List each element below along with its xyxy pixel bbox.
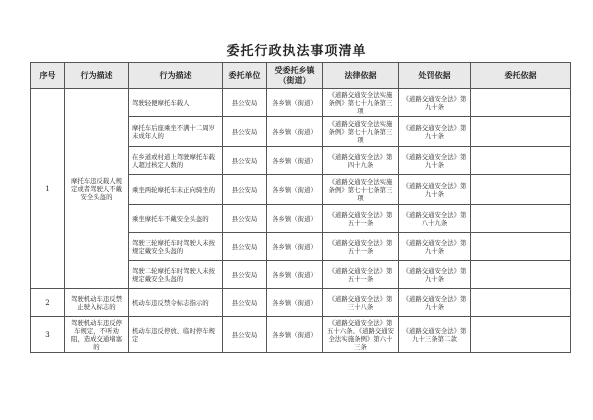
delegation-cell (471, 233, 571, 261)
header-unit: 委托单位 (223, 63, 267, 89)
legal-cell: 《道路交通安全法》第五十一条 (323, 233, 399, 261)
delegation-cell (471, 317, 571, 353)
unit-cell: 县公安局 (223, 317, 267, 353)
action-cell: 机动车违反停放、临时停车规定 (129, 317, 223, 353)
town-cell: 各乡镇（街道） (267, 205, 323, 233)
legal-cell: 《道路交通安全法实施条例》第七十九条第三项 (323, 89, 399, 117)
behavior-cell: 驾驶机动车违反停车规定，不听劝阻，造成交通堵塞的 (65, 317, 129, 353)
legal-cell: 《道路交通安全法》第五十六条、《道路交通安全法实施条例》第六十三条 (323, 317, 399, 353)
town-cell: 各乡镇（街道） (267, 261, 323, 289)
seq-cell: 2 (31, 289, 65, 317)
delegation-cell (471, 205, 571, 233)
legal-cell: 《道路交通安全法》第三十八条 (323, 289, 399, 317)
header-town: 受委托乡镇（街道） (267, 63, 323, 89)
unit-cell: 县公安局 (223, 175, 267, 205)
header-penalty: 处罚依据 (399, 63, 471, 89)
seq-cell: 1 (31, 89, 65, 289)
action-cell: 乘坐两轮摩托车未正向骑坐的 (129, 175, 223, 205)
action-cell: 乘坐摩托车不戴安全头盔的 (129, 205, 223, 233)
unit-cell: 县公安局 (223, 117, 267, 147)
action-cell: 在乡道或村道上驾驶摩托车载人超过核定人数的 (129, 147, 223, 175)
town-cell: 各乡镇（街道） (267, 233, 323, 261)
header-row (31, 63, 571, 89)
behavior-cell: 摩托车违反载人规定或者驾驶人不戴安全头盔的 (65, 89, 129, 289)
legal-cell: 《道路交通安全法实施条例》第七十九条第三项 (323, 117, 399, 147)
town-cell: 各乡镇（街道） (267, 289, 323, 317)
legal-cell: 《道路交通安全法实施条例》第七十七条第三项 (323, 175, 399, 205)
action-cell: 摩托车后座乘坐不满十二周岁未成年人的 (129, 117, 223, 147)
table-row (31, 289, 571, 317)
delegation-table (30, 62, 571, 353)
town-cell: 各乡镇（街道） (267, 89, 323, 117)
table-row (31, 89, 571, 117)
penalty-cell: 《道路交通安全法》第九十三条第二款 (399, 317, 471, 353)
legal-cell: 《道路交通安全法》第五十一条 (323, 261, 399, 289)
delegation-cell (471, 89, 571, 117)
town-cell: 各乡镇（街道） (267, 117, 323, 147)
penalty-cell: 《道路交通安全法》第九十条 (399, 89, 471, 117)
penalty-cell: 《道路交通安全法》第九十条 (399, 175, 471, 205)
unit-cell: 县公安局 (223, 289, 267, 317)
action-cell: 驾驶三轮摩托车时驾驶人未按规定戴安全头盔的 (129, 233, 223, 261)
penalty-cell: 《道路交通安全法》第八十九条 (399, 205, 471, 233)
penalty-cell: 《道路交通安全法》第九十条 (399, 233, 471, 261)
legal-cell: 《道路交通安全法》第五十一条 (323, 205, 399, 233)
delegation-cell (471, 289, 571, 317)
action-cell: 驾驶二轮摩托车时驾驶人未按规定戴安全头盔的 (129, 261, 223, 289)
penalty-cell: 《道路交通安全法》第九十条 (399, 147, 471, 175)
header-action: 行为描述 (129, 63, 223, 89)
town-cell: 各乡镇（街道） (267, 175, 323, 205)
delegation-cell (471, 261, 571, 289)
behavior-cell: 驾驶机动车违反禁止驶入标志的 (65, 289, 129, 317)
unit-cell: 县公安局 (223, 261, 267, 289)
legal-cell: 《道路交通安全法》第四十九条 (323, 147, 399, 175)
penalty-cell: 《道路交通安全法》第九十条 (399, 117, 471, 147)
header-legal: 法律依据 (323, 63, 399, 89)
delegation-cell (471, 117, 571, 147)
header-seq: 序号 (31, 63, 65, 89)
delegation-cell (471, 147, 571, 175)
unit-cell: 县公安局 (223, 233, 267, 261)
penalty-cell: 《道路交通安全法》第九十条 (399, 289, 471, 317)
header-delegation: 委托依据 (471, 63, 571, 89)
delegation-cell (471, 175, 571, 205)
seq-cell: 3 (31, 317, 65, 353)
penalty-cell: 《道路交通安全法》第九十条 (399, 261, 471, 289)
header-behavior: 行为描述 (65, 63, 129, 89)
action-cell: 机动车违反禁令标志指示的 (129, 289, 223, 317)
town-cell: 各乡镇（街道） (267, 317, 323, 353)
unit-cell: 县公安局 (223, 147, 267, 175)
action-cell: 驾驶轻便摩托车载人 (129, 89, 223, 117)
town-cell: 各乡镇（街道） (267, 147, 323, 175)
page-title: 委托行政执法事项清单 (226, 44, 367, 59)
unit-cell: 县公安局 (223, 89, 267, 117)
unit-cell: 县公安局 (223, 205, 267, 233)
table-row (31, 317, 571, 353)
